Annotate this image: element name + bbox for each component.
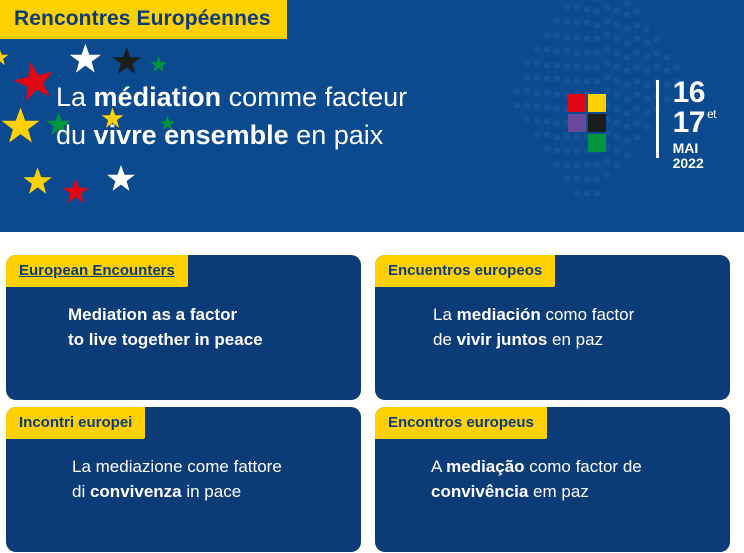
card-english-line1-bold: Mediation as a factor	[68, 305, 238, 324]
card-portuguese-tag	[375, 407, 547, 439]
card-english-line2-bold: to live together in peace	[68, 329, 263, 349]
card-portuguese-line1-bold: mediação	[446, 457, 525, 476]
card-spanish-line2-bold: vivir juntos	[456, 329, 548, 349]
hero-title-line2-post: en paix	[288, 120, 384, 151]
hero-badge: Rencontres Européennes	[0, 0, 287, 39]
card-portuguese-line2-bold: convivência	[431, 481, 529, 501]
card-portuguese-tag-label: Encontros europeus	[388, 414, 534, 431]
card-portuguese-line-2	[431, 480, 712, 505]
hero-title-line1-pre: La	[56, 82, 94, 112]
card-spanish-tag-label: Encuentros europeos	[388, 262, 543, 279]
card-spanish-line2-post: en paz	[547, 329, 604, 349]
card-italian-line-1	[72, 455, 343, 480]
card-italian-tag-label: Incontri europei	[19, 414, 133, 431]
card-english-line-1	[68, 303, 343, 328]
card-spanish-line1-pre: La	[433, 305, 457, 324]
date-month: MAI	[672, 140, 699, 156]
hero-title	[56, 78, 407, 155]
date-year: 2022	[672, 155, 704, 171]
card-spanish	[375, 255, 730, 400]
card-spanish-line-1	[433, 303, 712, 328]
translation-cards	[0, 240, 744, 553]
card-spanish-tag	[375, 255, 555, 287]
hero-title-line2-bold: vivre ensemble	[93, 120, 289, 151]
card-portuguese-line1-pre: A	[431, 457, 447, 476]
card-portuguese-line-1	[431, 455, 712, 480]
card-english-line-2	[68, 328, 343, 353]
card-english-body	[6, 287, 361, 352]
card-spanish-line1-bold: mediación	[456, 305, 541, 324]
card-italian	[6, 407, 361, 552]
logo-squares-icon	[568, 94, 626, 152]
hero-title-line1-post: comme facteur	[221, 82, 408, 112]
card-portuguese-line2-post: em paz	[528, 481, 589, 501]
event-date	[656, 78, 716, 170]
card-spanish-body	[375, 287, 730, 352]
card-spanish-line-2	[433, 328, 712, 353]
card-italian-line1-pre: La mediazione come fattore	[72, 457, 282, 476]
card-english-tag-label: European Encounters	[19, 262, 175, 279]
card-portuguese-body	[375, 439, 730, 504]
card-italian-body	[6, 439, 361, 504]
card-italian-line2-bold: convivenza	[89, 481, 182, 501]
date-day-2-row	[673, 108, 716, 138]
hero-title-line-1	[56, 78, 407, 116]
card-portuguese	[375, 407, 730, 552]
date-day-2: 17	[672, 106, 705, 139]
hero-banner	[0, 0, 744, 232]
card-italian-line2-post: in pace	[181, 481, 242, 501]
date-day-1: 16	[672, 76, 705, 109]
date-text	[673, 78, 716, 170]
card-spanish-line2-pre: de	[433, 329, 457, 349]
card-english-tag	[6, 255, 188, 287]
card-italian-line-2	[72, 480, 343, 505]
date-divider	[656, 80, 659, 158]
card-portuguese-line1-post: como factor de	[524, 457, 642, 476]
hero-title-line2-pre: du	[56, 120, 94, 151]
card-italian-tag	[6, 407, 145, 439]
date-conjunction: et	[706, 107, 716, 121]
card-english	[6, 255, 361, 400]
hero-title-line1-bold: médiation	[93, 82, 222, 112]
hero-title-line-2	[56, 116, 407, 154]
card-italian-line2-pre: di	[72, 481, 90, 501]
card-spanish-line1-post: como factor	[540, 305, 635, 324]
